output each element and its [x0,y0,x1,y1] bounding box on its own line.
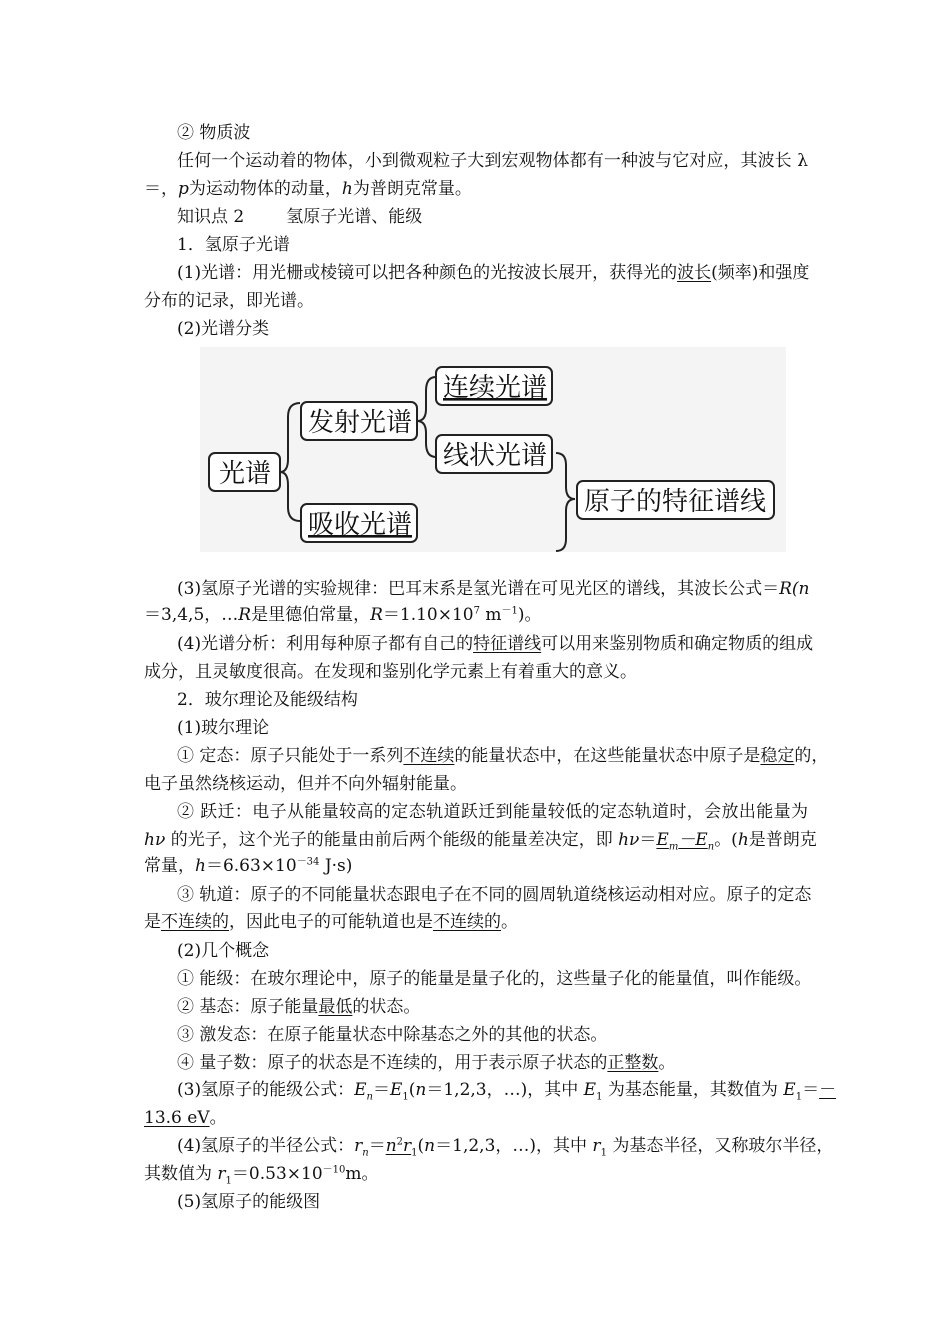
matter-wave-heading: ② 物质波 [177,123,251,143]
orbit-line1: ③ 轨道：原子的不同能量状态跟电子在不同的圆周轨道绕核运动相对应。原子的定态 [177,885,812,905]
line-spectrum-label: 线状光谱 [443,441,548,471]
energy-formula-line1: (3)氢原子的能级公式：$E_n=E_1(n=1,2,3$，…)，其中 $E_1$ 为基态能量，其数值为 $E_1=-$ [177,1080,837,1103]
transition-line2: hν 的光子，这个光子的能量由前后两个能级的能量差决定，即 $h\nu=E_m-E_n$。(h是普朗克 [144,830,817,853]
transition-line1: ② 跃迁：电子从能量较高的定态轨道跃迁到能量较低的定态轨道时，会放出能量为 [177,802,808,822]
ground-state-concept: ② 基态：原子能量最低的状态。 [177,997,421,1017]
stationary-state-line2: 电子虽然绕核运动，但并不向外辐射能量。 [144,774,467,794]
characteristic-label: 原子的特征谱线 [584,487,767,517]
knowledge-point-label: 知识点 2 [177,207,245,227]
emission-brace [417,377,436,457]
emission-label: 发射光谱 [308,408,413,438]
radius-formula-line1: (4)氢原子的半径公式：$r_n=n^2r_1(n=1,2,3$，…)，其中 $r_1$ 为基态半径，又称玻尔半径， [177,1136,834,1159]
energy-level-concept: ① 能级：在玻尔理论中，原子的能量是量子化的，这些量子化的能量值，叫作能级。 [177,969,812,989]
radius-formula-line2: 其数值为 $r_1=0.53\times 10^{-10}m$。 [144,1164,379,1187]
continuous-label: 连续光谱 [443,373,548,403]
spectrum-def-line2: 分布的记录，即光谱。 [144,291,314,311]
matter-wave-text-line1: 任何一个运动着的物体，小到微观粒子大到宏观物体都有一种波与它对应，其波长 λ [177,151,808,171]
spectrum-law-line1: (3)氢原子光谱的实验规律：巴耳末系是氢光谱在可见光区的谱线，其波长公式＝R(n [177,579,810,599]
spectrum-heading: 1．氢原子光谱 [177,235,290,255]
knowledge-point-title: 氢原子光谱、能级 [286,207,423,227]
transition-line3: 常量，$h=6.63\times 10^{-34}$ J·s) [144,856,353,876]
absorption-label: 吸收光谱 [308,510,413,540]
orbit-line2: 是不连续的，因此电子的可能轨道也是不连续的。 [144,912,518,932]
matter-wave-text-line2: ＝，p为运动物体的动量，h为普朗克常量。 [144,179,472,199]
energy-diagram-heading: (5)氢原子的能级图 [177,1192,321,1212]
spectrum-analysis-line1: (4)光谱分析：利用每种原子都有自己的特征谱线可以用来鉴别物质和确定物质的组成 [177,634,814,654]
spectrum-def-line1: (1)光谱：用光栅或棱镜可以把各种颜色的光按波长展开，获得光的波长(频率)和强度 [177,263,810,283]
spectrum-class-heading: (2)光谱分类 [177,319,270,339]
excited-state-concept: ③ 激发态：在原子能量状态中除基态之外的其他的状态。 [177,1025,608,1045]
quantum-number-concept: ④ 量子数：原子的状态是不连续的，用于表示原子状态的正整数。 [177,1053,676,1073]
spectrum-classification-diagram [200,347,786,552]
root-label: 光谱 [219,459,272,489]
characteristic-brace [556,453,575,551]
energy-formula-line2: 13.6 eV。 [144,1108,227,1128]
concepts-heading: (2)几个概念 [177,941,270,961]
stationary-state-line1: ① 定态：原子只能处于一系列不连续的能量状态中，在这些能量状态中原子是稳定的， [177,746,829,766]
root-brace [280,403,300,521]
spectrum-law-line2: ＝3,4,5，…R是里德伯常量，$R=1.10\times 10^7$ $m^{-1}$)。 [144,605,542,625]
knowledge-point-heading [177,206,422,228]
bohr-heading: 2．玻尔理论及能级结构 [177,690,358,710]
bohr-theory-heading: (1)玻尔理论 [177,718,270,738]
spectrum-analysis-line2: 成分，且灵敏度很高。在发现和鉴别化学元素上有着重大的意义。 [144,662,637,682]
